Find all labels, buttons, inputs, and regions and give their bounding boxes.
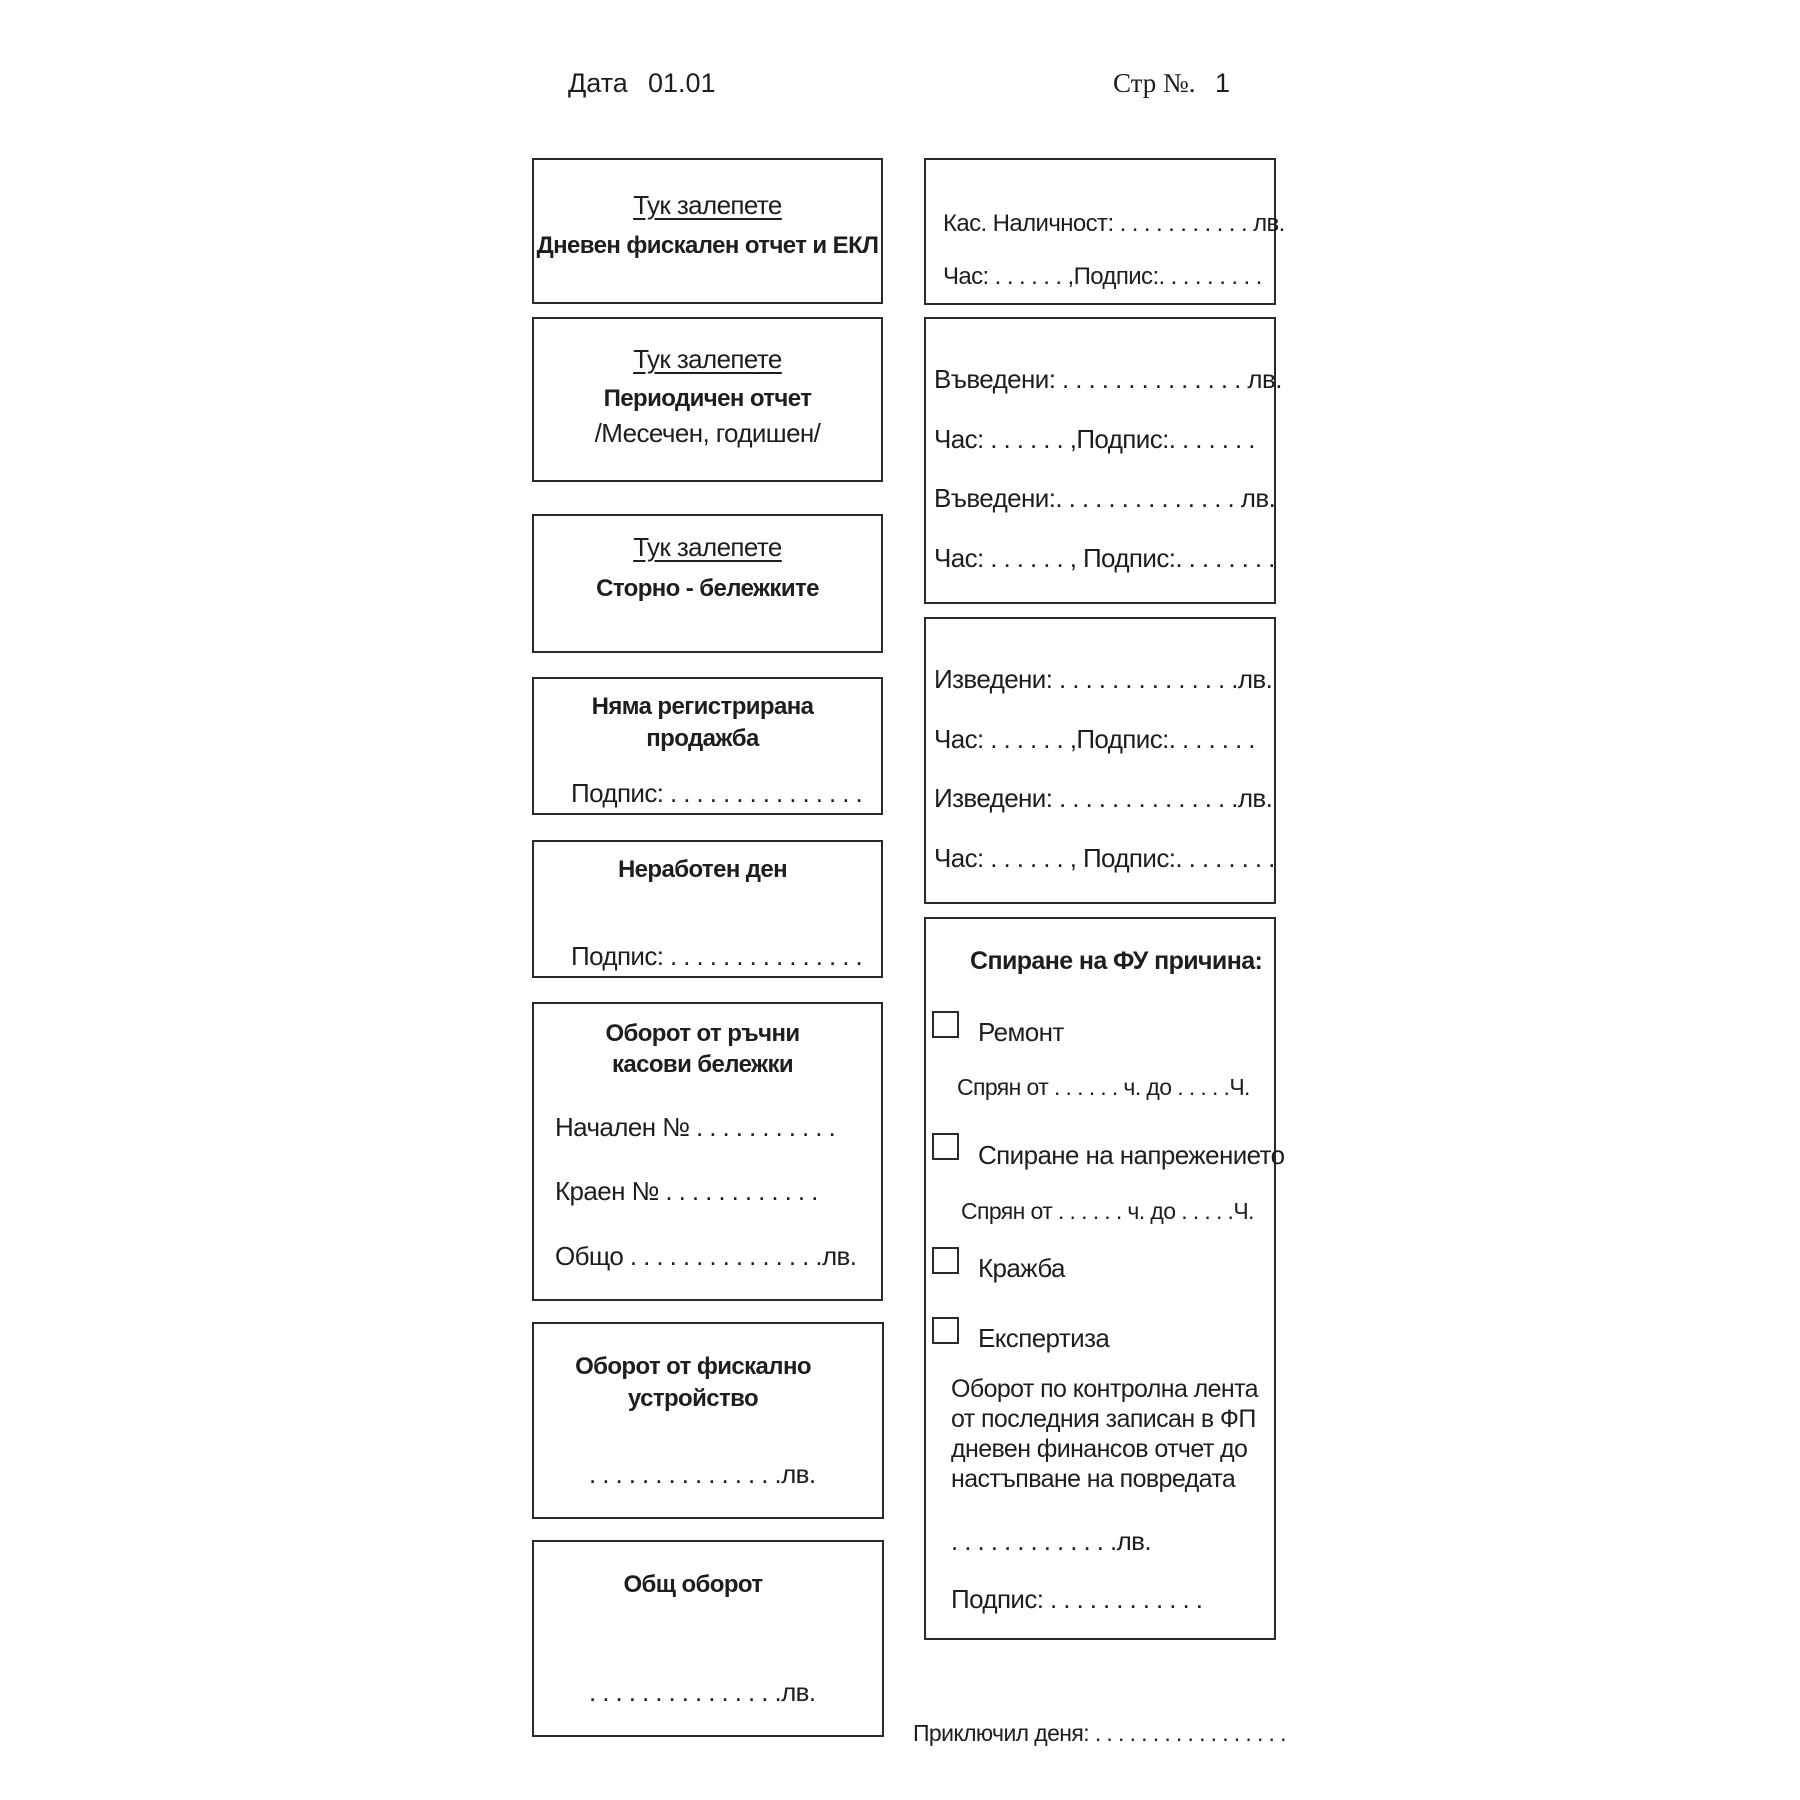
note-line-2: от последния записан в ФП: [951, 1405, 1256, 1433]
option-power-outage-label: Спиране на напрежението: [978, 1140, 1285, 1170]
box-title: Неработен ден: [617, 856, 788, 883]
box-title: Сторно - бележките: [596, 575, 819, 602]
signature-line: Подпис: . . . . . . . . . . . . . . .: [571, 778, 863, 808]
checkbox-repair[interactable]: [932, 1011, 959, 1038]
checkbox-power-outage[interactable]: [932, 1133, 959, 1160]
stick-here-label: Тук залепете: [633, 344, 782, 374]
checkbox-expertise[interactable]: [932, 1317, 959, 1344]
amount-line: . . . . . . . . . . . . . . .лв.: [589, 1677, 816, 1707]
time-signature-line: Час: . . . . . . ,Подпис:. . . . . . . . .: [943, 263, 1262, 290]
storno-receipts-box: [532, 514, 883, 653]
cash-out-line-2: Изведени: . . . . . . . . . . . . . .лв.: [934, 783, 1273, 813]
time-signature-line-2: Час: . . . . . . , Подпис:. . . . . . . .: [934, 843, 1275, 873]
option-expertise-label: Експертиза: [978, 1323, 1110, 1353]
date-label: Дата: [568, 68, 628, 98]
box-title-line1: Оборот от ръчни: [605, 1020, 800, 1047]
time-signature-line-1: Час: . . . . . . ,Подпис:. . . . . . .: [934, 724, 1255, 754]
daily-fiscal-report-box: [532, 158, 883, 304]
periodic-report-box: [532, 317, 883, 482]
signature-line: Подпис: . . . . . . . . . . . .: [951, 1584, 1203, 1614]
power-outage-range-line: Спрян от . . . . . . ч. до . . . . .Ч.: [961, 1198, 1254, 1224]
amount-line: . . . . . . . . . . . . . . .лв.: [589, 1459, 816, 1489]
box-title-line1: Няма регистрирана: [591, 693, 814, 720]
end-number-line: Краен № . . . . . . . . . . . .: [555, 1176, 818, 1206]
no-sales-box: [532, 677, 883, 815]
box-title-line1: Оборот от фискално: [575, 1353, 811, 1380]
fiscal-device-turnover-box: [532, 1322, 884, 1519]
time-signature-line-2: Час: . . . . . . , Подпис:. . . . . . . .: [934, 543, 1275, 573]
page-value: 1: [1215, 68, 1231, 98]
checkbox-theft[interactable]: [932, 1247, 959, 1274]
amount-line: . . . . . . . . . . . . .лв.: [951, 1526, 1151, 1556]
box-title: Общ оборот: [623, 1571, 763, 1598]
option-repair-label: Ремонт: [978, 1017, 1064, 1047]
manual-receipts-turnover-box: [532, 1002, 883, 1301]
stick-here-label: Тук залепете: [633, 190, 782, 220]
note-line-4: настъпване на повредата: [951, 1465, 1236, 1493]
note-line-1: Оборот по контролна лента: [951, 1375, 1258, 1403]
fiscal-device-stop-box: [924, 917, 1285, 1640]
box-title: Периодичен отчет: [603, 385, 812, 412]
day-closed-by-line: Приключил деня: . . . . . . . . . . . . . . . . .: [913, 1720, 1286, 1746]
date-value: 01.01: [648, 68, 716, 98]
signature-line: Подпис: . . . . . . . . . . . . . . .: [571, 941, 863, 971]
cash-out-line-1: Изведени: . . . . . . . . . . . . . .лв.: [934, 664, 1273, 694]
cash-in-line-2: Въведени:. . . . . . . . . . . . . . лв.: [934, 483, 1276, 513]
note-line-3: дневен финансов отчет до: [951, 1435, 1248, 1463]
cash-in-box: [924, 317, 1282, 604]
box-title: Дневен фискален отчет и ЕКЛ: [536, 232, 879, 259]
total-line: Общо . . . . . . . . . . . . . . .лв.: [555, 1241, 857, 1271]
stick-here-label: Тук залепете: [633, 532, 782, 562]
box-title-line2: устройство: [627, 1385, 759, 1412]
cash-line: Кас. Наличност: . . . . . . . . . . . лв.: [943, 210, 1285, 237]
page-label: Стр №.: [1113, 68, 1196, 98]
repair-range-line: Спрян от . . . . . . ч. до . . . . .Ч.: [957, 1074, 1250, 1100]
start-number-line: Начален № . . . . . . . . . . .: [555, 1112, 836, 1142]
box-title: Спиране на ФУ причина:: [970, 947, 1263, 975]
option-theft-label: Кражба: [978, 1253, 1065, 1283]
cash-out-box: [924, 617, 1276, 904]
total-turnover-box: [532, 1540, 884, 1737]
cash-in-line-1: Въведени: . . . . . . . . . . . . . . лв.: [934, 364, 1282, 394]
box-title-line2: продажба: [646, 725, 759, 752]
box-title-line2: касови бележки: [611, 1051, 794, 1078]
box-subtitle: /Месечен, годишен/: [594, 418, 821, 448]
non-working-day-box: [532, 840, 883, 978]
time-signature-line-1: Час: . . . . . . ,Подпис:. . . . . . .: [934, 424, 1255, 454]
cash-available-box: [924, 158, 1285, 305]
